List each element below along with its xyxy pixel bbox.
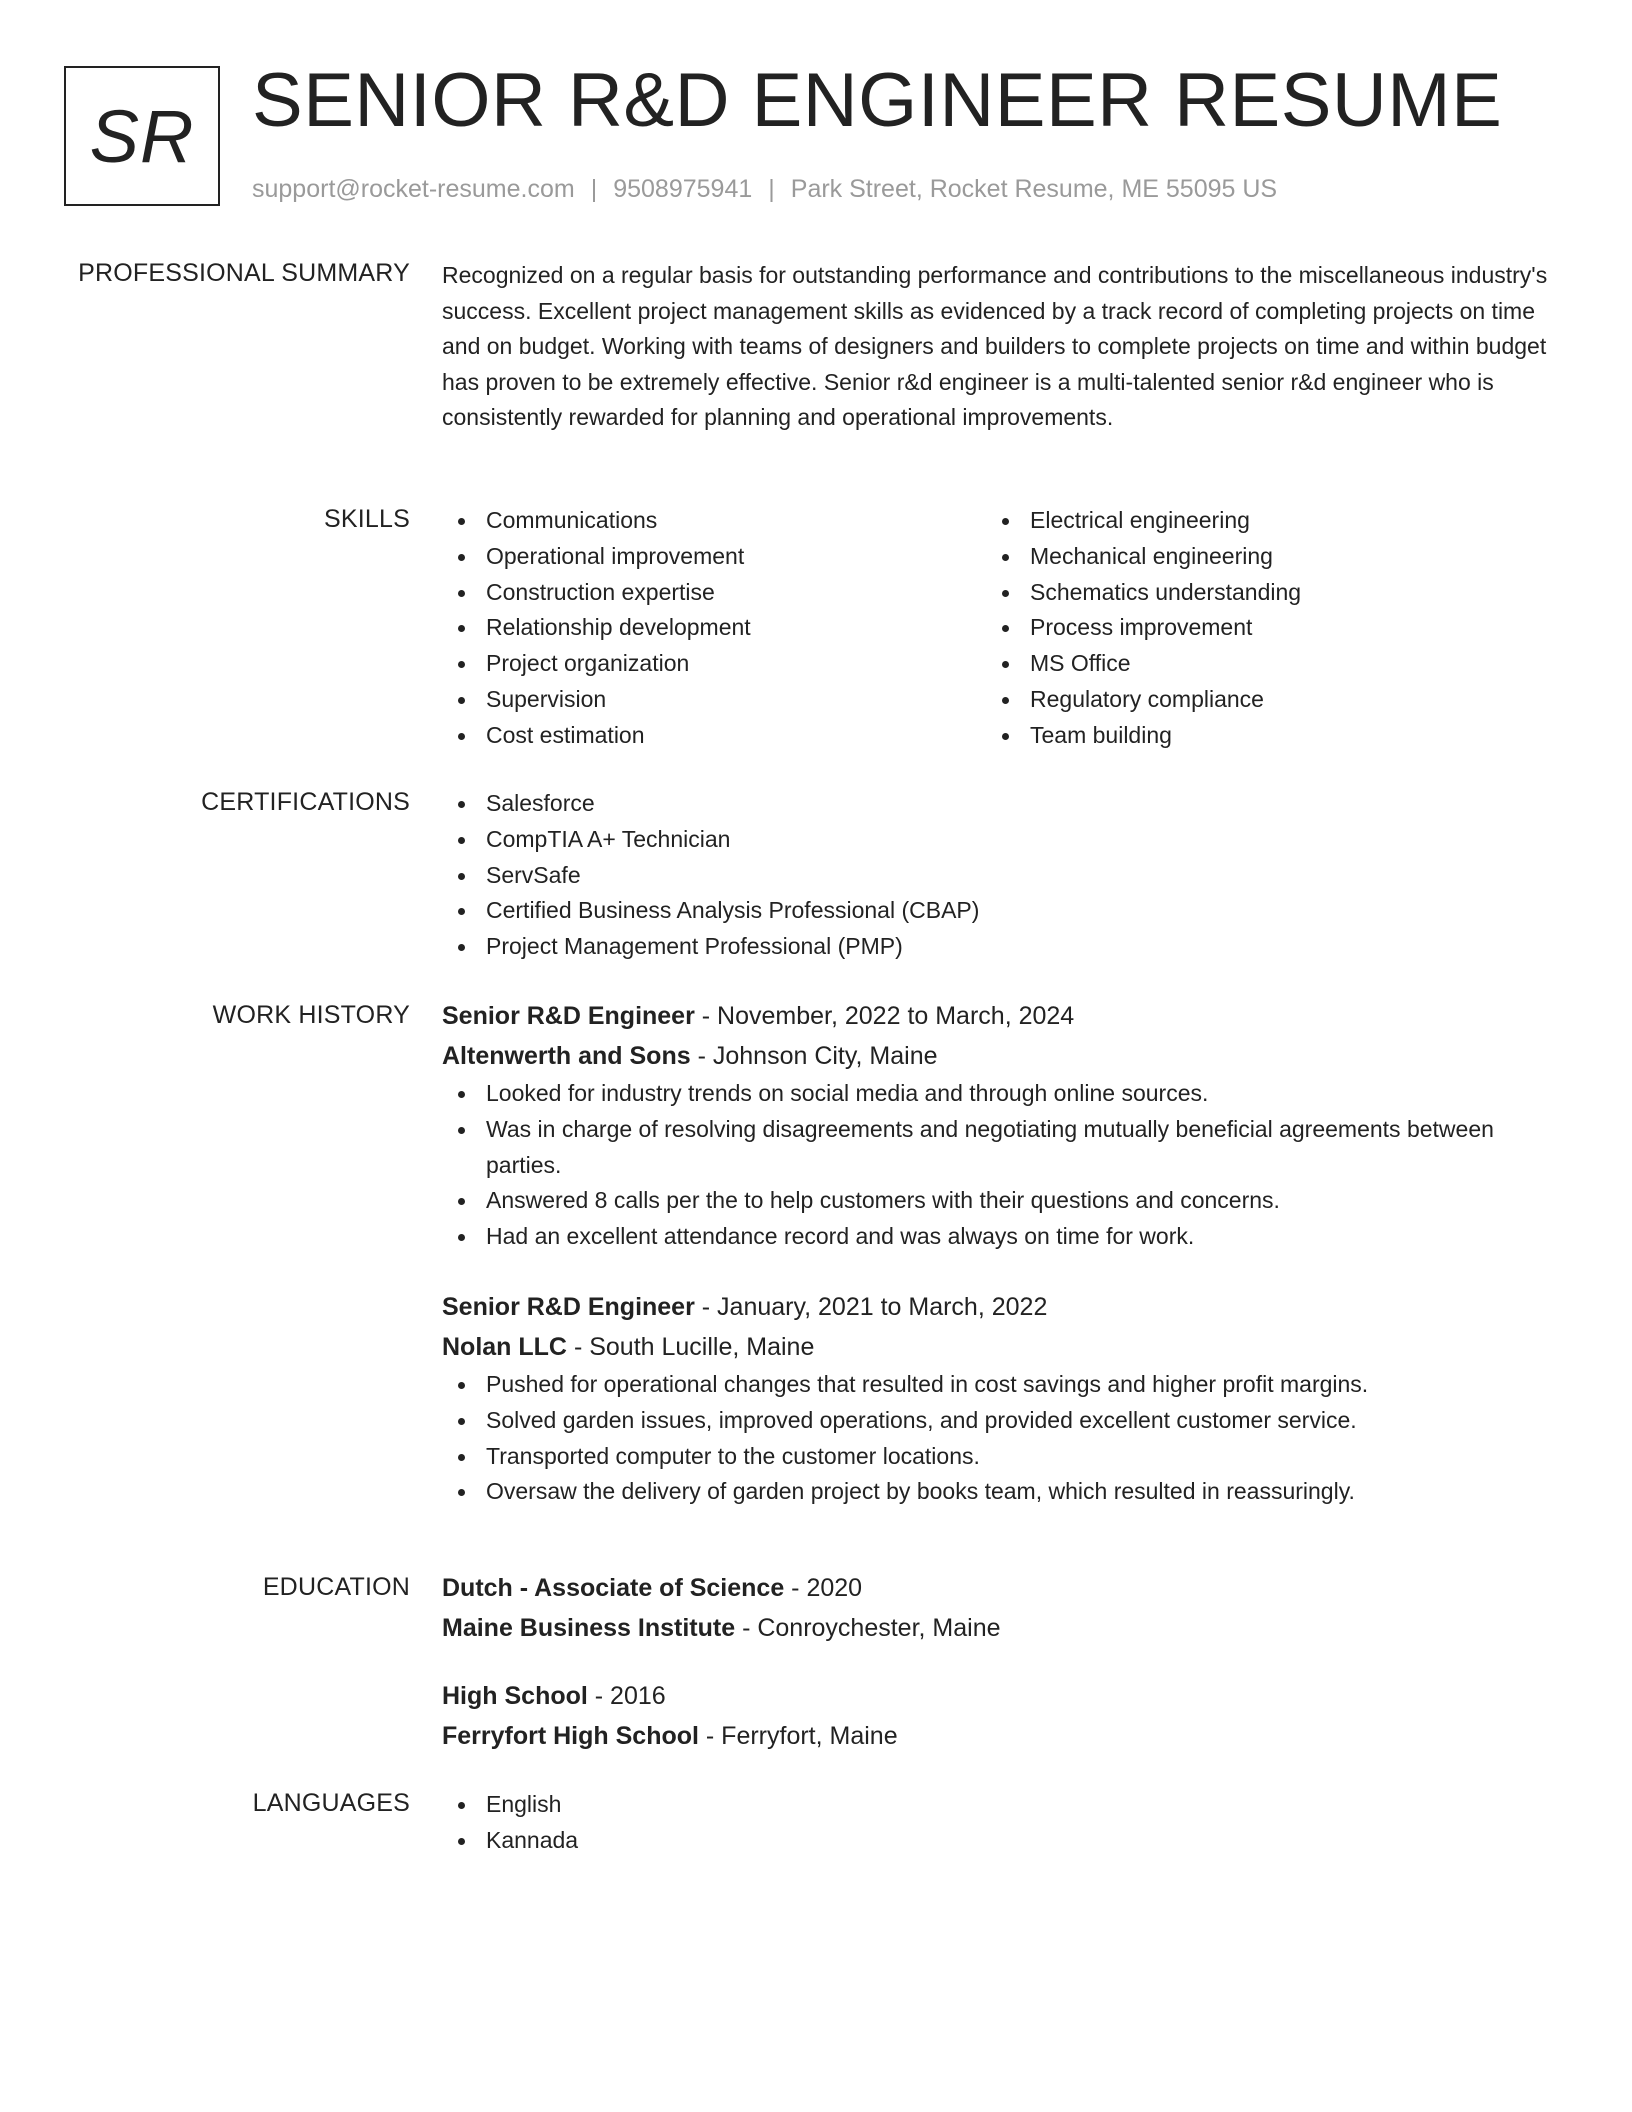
education-degree: Dutch - Associate of Science [442,1574,785,1602]
section-label-languages: LANGUAGES [252,1789,410,1817]
job-location: - Johnson City, Maine [690,1042,938,1070]
education-degree: High School [442,1682,588,1710]
job-bullets [442,1367,1560,1510]
monogram-logo: SR [64,66,220,206]
languages-list [442,1787,1560,1859]
list-item: English [442,1787,1560,1823]
list-item: Regulatory compliance [986,682,1530,718]
education-body [442,1568,1560,1756]
certifications-body [442,786,1560,965]
education-school-line [442,1716,1560,1756]
list-item: Answered 8 calls per the to help customers with their questions and concerns. [442,1183,1560,1219]
job-title-line [442,1287,1560,1327]
education-entry [442,1568,1560,1648]
job-location: - South Lucille, Maine [567,1332,815,1361]
list-item: Process improvement [986,610,1530,646]
list-item: Oversaw the delivery of garden project by books team, which resulted in reassuringly. [442,1474,1560,1510]
education-location: - Ferryfort, Maine [698,1722,898,1750]
job-bullets [442,1076,1560,1255]
list-item: Was in charge of resolving disagreements and negotiating mutually beneficial agreements between parties. [442,1112,1560,1184]
list-item: Communications [442,503,986,539]
list-item: MS Office [986,646,1530,682]
summary-text: Recognized on a regular basis for outstanding performance and contributions to the miscellaneous industry's success. Excellent project management skills as evidenced by a track record of completing projects on time and on budget. Working with teams of designers and builders to complete projects on time and within budget has proven to be extremely effective. Senior r&d engineer is a multi-talented senior r&d engineer who is consistently rewarded for planning and operational improvements. [442,262,1548,431]
education-location: - Conroychester, Maine [735,1614,1001,1642]
education-entry [442,1676,1560,1756]
job-title: Senior R&D Engineer [442,1292,695,1321]
resume-title: SENIOR R&D ENGINEER RESUME [252,58,1503,143]
job-dates: - January, 2021 to March, 2022 [694,1292,1048,1321]
list-item: Had an excellent attendance record and was always on time for work. [442,1219,1560,1255]
section-label-certifications: CERTIFICATIONS [201,788,410,816]
job-dates: - November, 2022 to March, 2024 [694,1002,1075,1030]
job-company-line [442,1036,1560,1076]
list-item: Certified Business Analysis Professional (CBAP) [442,893,1560,929]
list-item: Kannada [442,1823,1560,1859]
list-item: Schematics understanding [986,575,1530,611]
languages-body [442,1787,1560,1859]
contact-separator: | [590,175,598,203]
section-label-summary: PROFESSIONAL SUMMARY [78,259,410,287]
education-school-line [442,1608,1560,1648]
education-degree-line [442,1568,1560,1608]
education-school: Maine Business Institute [442,1614,736,1642]
section-label-work-history: WORK HISTORY [212,1001,410,1029]
contact-address: Park Street, Rocket Resume, ME 55095 US [790,175,1278,203]
job-company-line [442,1327,1560,1367]
list-item: Supervision [442,682,986,718]
education-year: - 2016 [587,1682,666,1710]
list-item: Electrical engineering [986,503,1530,539]
education-degree-line [442,1676,1560,1716]
skills-body [442,503,1560,754]
job-company: Nolan LLC [442,1332,567,1361]
work-history-body [442,996,1560,1510]
job-title-line [442,996,1560,1036]
list-item: Salesforce [442,786,1560,822]
list-item: Looked for industry trends on social media and through online sources. [442,1076,1560,1112]
list-item: Pushed for operational changes that resulted in cost savings and higher profit margins. [442,1367,1560,1403]
certifications-list [442,786,1560,965]
skills-grid [442,503,1560,754]
job-company: Altenwerth and Sons [442,1042,691,1070]
job-title: Senior R&D Engineer [442,1002,695,1030]
education-school: Ferryfort High School [442,1722,699,1750]
contact-separator: | [768,175,775,203]
contact-phone: 9508975941 [613,175,753,203]
education-year: - 2020 [784,1574,863,1602]
list-item: Construction expertise [442,575,986,611]
list-item: Project Management Professional (PMP) [442,929,1560,965]
list-item: Operational improvement [442,539,986,575]
job-entry [442,996,1560,1255]
list-item: Solved garden issues, improved operations, and provided excellent customer service. [442,1403,1560,1439]
list-item: Cost estimation [442,718,986,754]
section-label-skills: SKILLS [324,505,410,533]
list-item: Transported computer to the customer locations. [442,1439,1560,1475]
contact-email: support@rocket-resume.com [252,175,575,203]
list-item: Mechanical engineering [986,539,1530,575]
contact-line [252,172,1277,206]
skills-list-left [442,503,986,754]
list-item: ServSafe [442,858,1560,894]
skills-list-right [986,503,1530,754]
section-label-education: EDUCATION [262,1573,410,1601]
list-item: Relationship development [442,610,986,646]
list-item: Project organization [442,646,986,682]
job-entry [442,1287,1560,1510]
list-item: Team building [986,718,1530,754]
list-item: CompTIA A+ Technician [442,822,1560,858]
summary-body [442,258,1560,436]
